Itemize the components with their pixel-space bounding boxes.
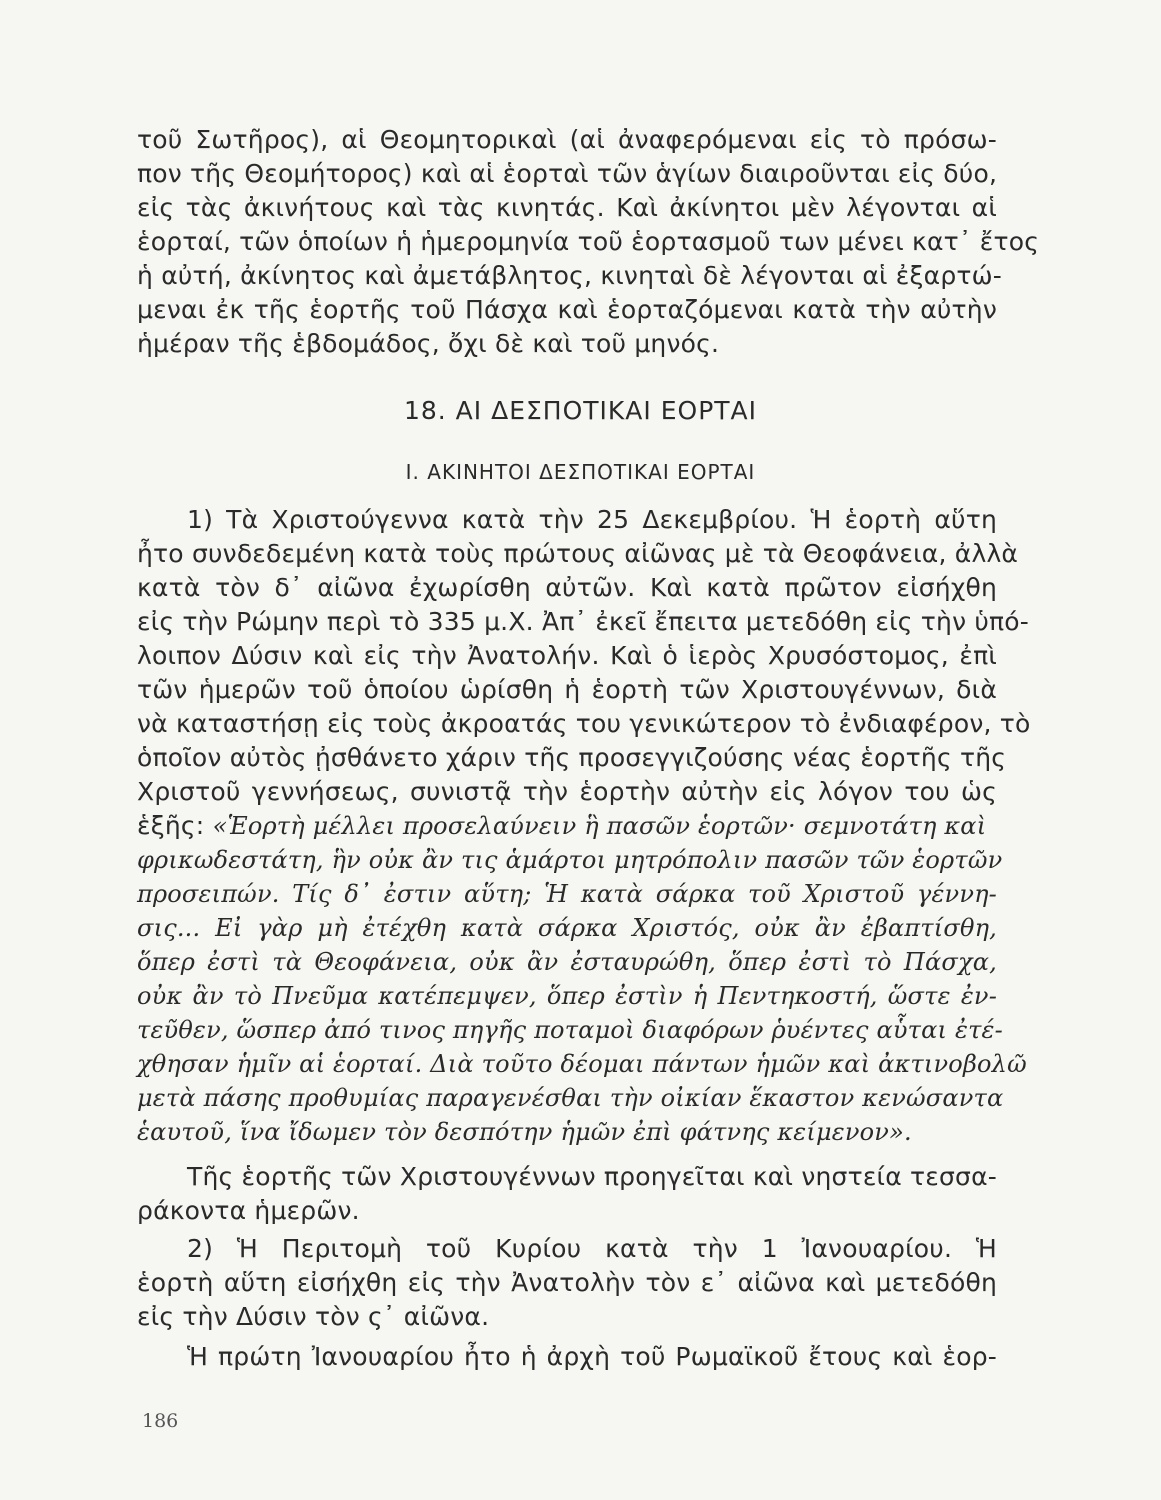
text-line: τῶν ἡμερῶν τοῦ ὁποίου ὡρίσθη ἡ ἑορτὴ τῶν Χριστουγέννων, διὰ: [137, 675, 997, 704]
subsection-heading: Ι. ΑΚΙΝΗΤΟΙ ΔΕΣΠΟΤΙΚΑΙ ΕΟΡΤΑΙ: [405, 460, 756, 484]
quote-line: τεῦθεν, ὥσπερ ἀπό τινος πηγῆς ποταμοὶ διαφόρων ῥυέντες αὗται ἐτέ-: [137, 1016, 1003, 1044]
text-line: 1) Τὰ Χριστούγεννα κατὰ τὴν 25 Δεκεμβρίου. Ἡ ἑορτὴ αὕτη: [187, 505, 997, 534]
text-line: Ἡ πρώτη Ἰανουαρίου ἦτο ἡ ἀρχὴ τοῦ Ρωμαϊκοῦ ἔτους καὶ ἑορ-: [187, 1342, 997, 1371]
quote-intro: ἑξῆς:: [137, 811, 205, 840]
quote-line: χθησαν ἡμῖν αἱ ἑορταί. Διὰ τοῦτο δέομαι πάντων ἡμῶν καὶ ἀκτινοβολῶ: [137, 1050, 1027, 1078]
page-number: 186: [142, 1410, 179, 1432]
text-line: ράκοντα ἡμερῶν.: [137, 1196, 360, 1225]
text-line: εἰς τὴν Ρώμην περὶ τὸ 335 μ.Χ. Ἀπ᾿ ἐκεῖ ἔπειτα μετεδόθη εἰς τὴν ὑπό-: [137, 607, 1030, 636]
text-line: ἑορταί, τῶν ὁποίων ἡ ἡμερομηνία τοῦ ἑορτασμοῦ των μένει κατ᾿ ἔτος: [137, 227, 1040, 256]
quote-line: φρικωδεστάτη, ἣν οὐκ ἂν τις ἁμάρτοι μητρόπολιν πασῶν τῶν ἑορτῶν: [137, 846, 1003, 874]
quote-line: σις... Εἰ γὰρ μὴ ἐτέχθη κατὰ σάρκα Χριστός, οὐκ ἂν ἐβαπτίσθη,: [137, 914, 997, 942]
quote-line: ὅπερ ἐστὶ τὰ Θεοφάνεια, οὐκ ἂν ἐσταυρώθη, ὅπερ ἐστὶ τὸ Πάσχα,: [137, 948, 997, 976]
text-line: μεναι ἐκ τῆς ἑορτῆς τοῦ Πάσχα καὶ ἑορταζόμεναι κατὰ τὴν αὐτὴν: [137, 295, 997, 324]
text-line: νὰ καταστήσῃ εἰς τοὺς ἀκροατάς του γενικώτερον τὸ ἐνδιαφέρον, τὸ: [137, 709, 1031, 738]
text-line: κατὰ τὸν δ᾿ αἰῶνα ἐχωρίσθη αὐτῶν. Καὶ κατὰ πρῶτον εἰσήχθη: [137, 573, 997, 602]
text-line: Τῆς ἑορτῆς τῶν Χριστουγέννων προηγεῖται καὶ νηστεία τεσσα-: [187, 1162, 997, 1191]
section-heading: 18. ΑΙ ΔΕΣΠΟΤΙΚΑΙ ΕΟΡΤΑΙ: [403, 396, 758, 425]
text-line: εἰς τὴν Δύσιν τὸν ς᾿ αἰῶνα.: [137, 1302, 490, 1331]
text-line: 2) Ἡ Περιτομὴ τοῦ Κυρίου κατὰ τὴν 1 Ἰανουαρίου. Ἡ: [187, 1234, 997, 1263]
quote-line: ἑαυτοῦ, ἵνα ἴδωμεν τὸν δεσπότην ἡμῶν ἐπὶ φάτνης κείμενον».: [137, 1118, 912, 1146]
text-line: ἦτο συνδεδεμένη κατὰ τοὺς πρώτους αἰῶνας μὲ τὰ Θεοφάνεια, ἀλλὰ: [137, 539, 1019, 568]
quote-text: «Ἑορτὴ μέλλει προσελαύνειν ἣ πασῶν ἑορτῶν· σεμνοτάτη καὶ: [212, 812, 987, 840]
text-line: Χριστοῦ γεννήσεως, συνιστᾷ τὴν ἑορτὴν αὐτὴν εἰς λόγον του ὡς: [137, 777, 997, 806]
text-line: ὁποῖον αὐτὸς ᾐσθάνετο χάριν τῆς προσεγγιζούσης νέας ἑορτῆς τῆς: [137, 743, 1007, 772]
text-line: εἰς τὰς ἀκινήτους καὶ τὰς κινητάς. Καὶ ἀκίνητοι μὲν λέγονται αἱ: [137, 193, 997, 222]
text-line: ἑορτὴ αὕτη εἰσήχθη εἰς τὴν Ἀνατολὴν τὸν ε᾿ αἰῶνα καὶ μετεδόθη: [137, 1268, 997, 1297]
text-line: ἡμέραν τῆς ἑβδομάδος, ὄχι δὲ καὶ τοῦ μηνός.: [137, 329, 720, 358]
text-line: λοιπον Δύσιν καὶ εἰς τὴν Ἀνατολήν. Καὶ ὁ ἱερὸς Χρυσόστομος, ἐπὶ: [137, 641, 997, 670]
quote-line: προσειπών. Τίς δ᾿ ἐστιν αὕτη; Ἡ κατὰ σάρκα τοῦ Χριστοῦ γέννη-: [137, 880, 997, 908]
text-line: τοῦ Σωτῆρος), αἱ Θεομητορικαὶ (αἱ ἀναφερόμεναι εἰς τὸ πρόσω-: [137, 125, 997, 154]
quote-start-line: [137, 809, 997, 843]
text-line: ἡ αὐτή, ἀκίνητος καὶ ἀμετάβλητος, κινηταὶ δὲ λέγονται αἱ ἐξαρτώ-: [137, 261, 1003, 290]
quote-line: μετὰ πάσης προθυμίας παραγενέσθαι τὴν οἰκίαν ἕκαστον κενώσαντα: [137, 1084, 1004, 1112]
text-line: πον τῆς Θεομήτορος) καὶ αἱ ἑορταὶ τῶν ἁγίων διαιροῦνται εἰς δύο,: [137, 159, 998, 188]
quote-line: οὐκ ἂν τὸ Πνεῦμα κατέπεμψεν, ὅπερ ἐστὶν ἡ Πεντηκοστή, ὥστε ἐν-: [137, 982, 997, 1010]
